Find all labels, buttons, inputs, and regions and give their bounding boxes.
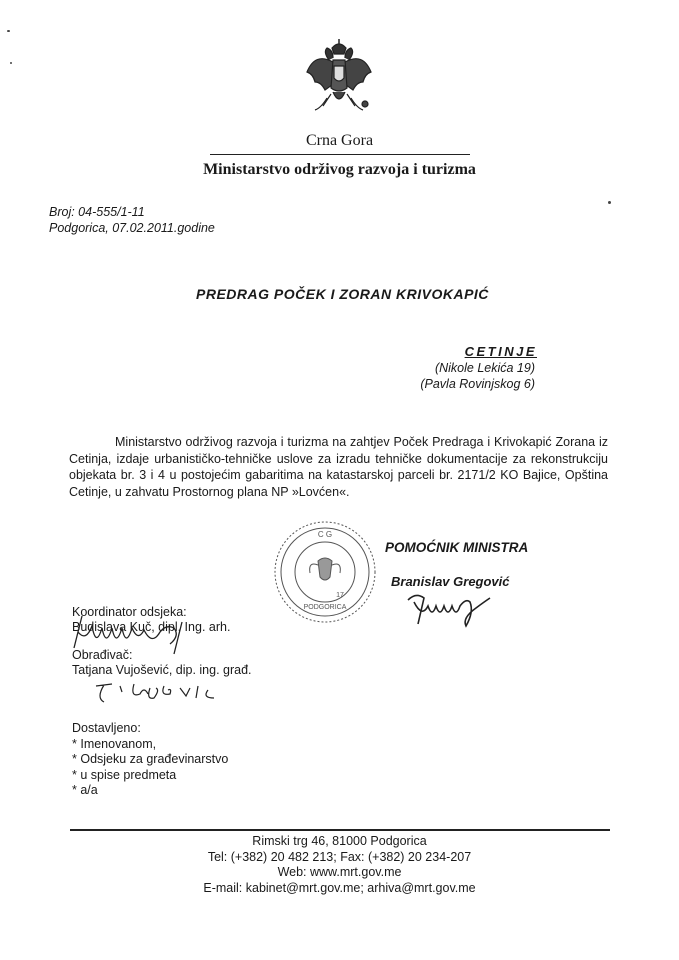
scan-speck [7,30,10,32]
processor-name: Tatjana Vujošević, dip. ing. građ. [72,663,252,677]
ministry-name: Ministarstvo održivog razvoja i turizma [203,161,476,178]
footer-address: Rimski trg 46, 81000 Podgorica [252,834,427,848]
processor-label: Obrađivač: [72,648,133,662]
body-text: Ministarstvo održivog razvoja i turizma na zahtjev Poček Predraga i Krivokapić Zorana iz Cetinja, izdaje urbanističko-tehničke uslove za izradu tehničke dokumentacije za rekonstrukciju objekata br. 3 i 4 u postojećim gabaritima na katastarskoj parceli br. 2171/2 KO Bajice, Opština Cetinje, u zahvatu Prostornog plana NP »Lovćen«. [69,435,608,499]
footer-phone-fax: Tel: (+382) 20 482 213; Fax: (+382) 20 234-207 [207,849,472,864]
body-paragraph [69,434,608,500]
processor-signature [90,676,240,706]
header-divider [210,154,470,155]
svg-text:17: 17 [336,592,344,599]
country-name: Crna Gora [305,132,374,149]
delivery-item: * a/a [72,783,98,797]
reference-number: Broj: 04-555/1-11 [49,205,145,219]
addressee-names: PREDRAG POČEK I ZORAN KRIVOKAPIĆ [196,286,489,302]
svg-text:C G: C G [317,530,333,539]
delivery-list [72,721,228,799]
coordinator-name: Budislava Kuč, dipl. Ing. arh. [72,620,231,634]
delivery-item: * u spise predmeta [72,767,177,782]
addressee-address-2: (Pavla Rovinjskog 6) [420,377,535,391]
official-seal-stamp [270,517,380,627]
scan-speck [608,201,611,204]
delivery-label: Dostavljeno: [72,721,141,735]
addressee-address-1: (Nikole Lekića 19) [434,361,535,375]
coordinator-label: Koordinator odsjeka: [72,605,187,619]
reference-block [49,204,215,236]
delivery-item: * Imenovanom, [72,736,157,751]
delivery-item: * Odsjeku za građevinarstvo [72,752,229,766]
scan-speck [10,62,12,64]
reference-place-date: Podgorica, 07.02.2011.godine [49,221,215,235]
footer [0,834,679,896]
footer-web: Web: www.mrt.gov.me [277,865,402,879]
coat-of-arms-icon [303,38,375,120]
footer-email: E-mail: kabinet@mrt.gov.me; arhiva@mrt.gov.me [203,880,476,895]
footer-divider [70,829,610,831]
svg-text:PODGORICA: PODGORICA [303,604,347,611]
addressee-city: CETINJE [464,344,537,359]
signatory-name: Branislav Gregović [391,574,510,589]
signatory-title: POMOĆNIK MINISTRA [385,540,529,555]
signatory-signature [404,588,494,630]
